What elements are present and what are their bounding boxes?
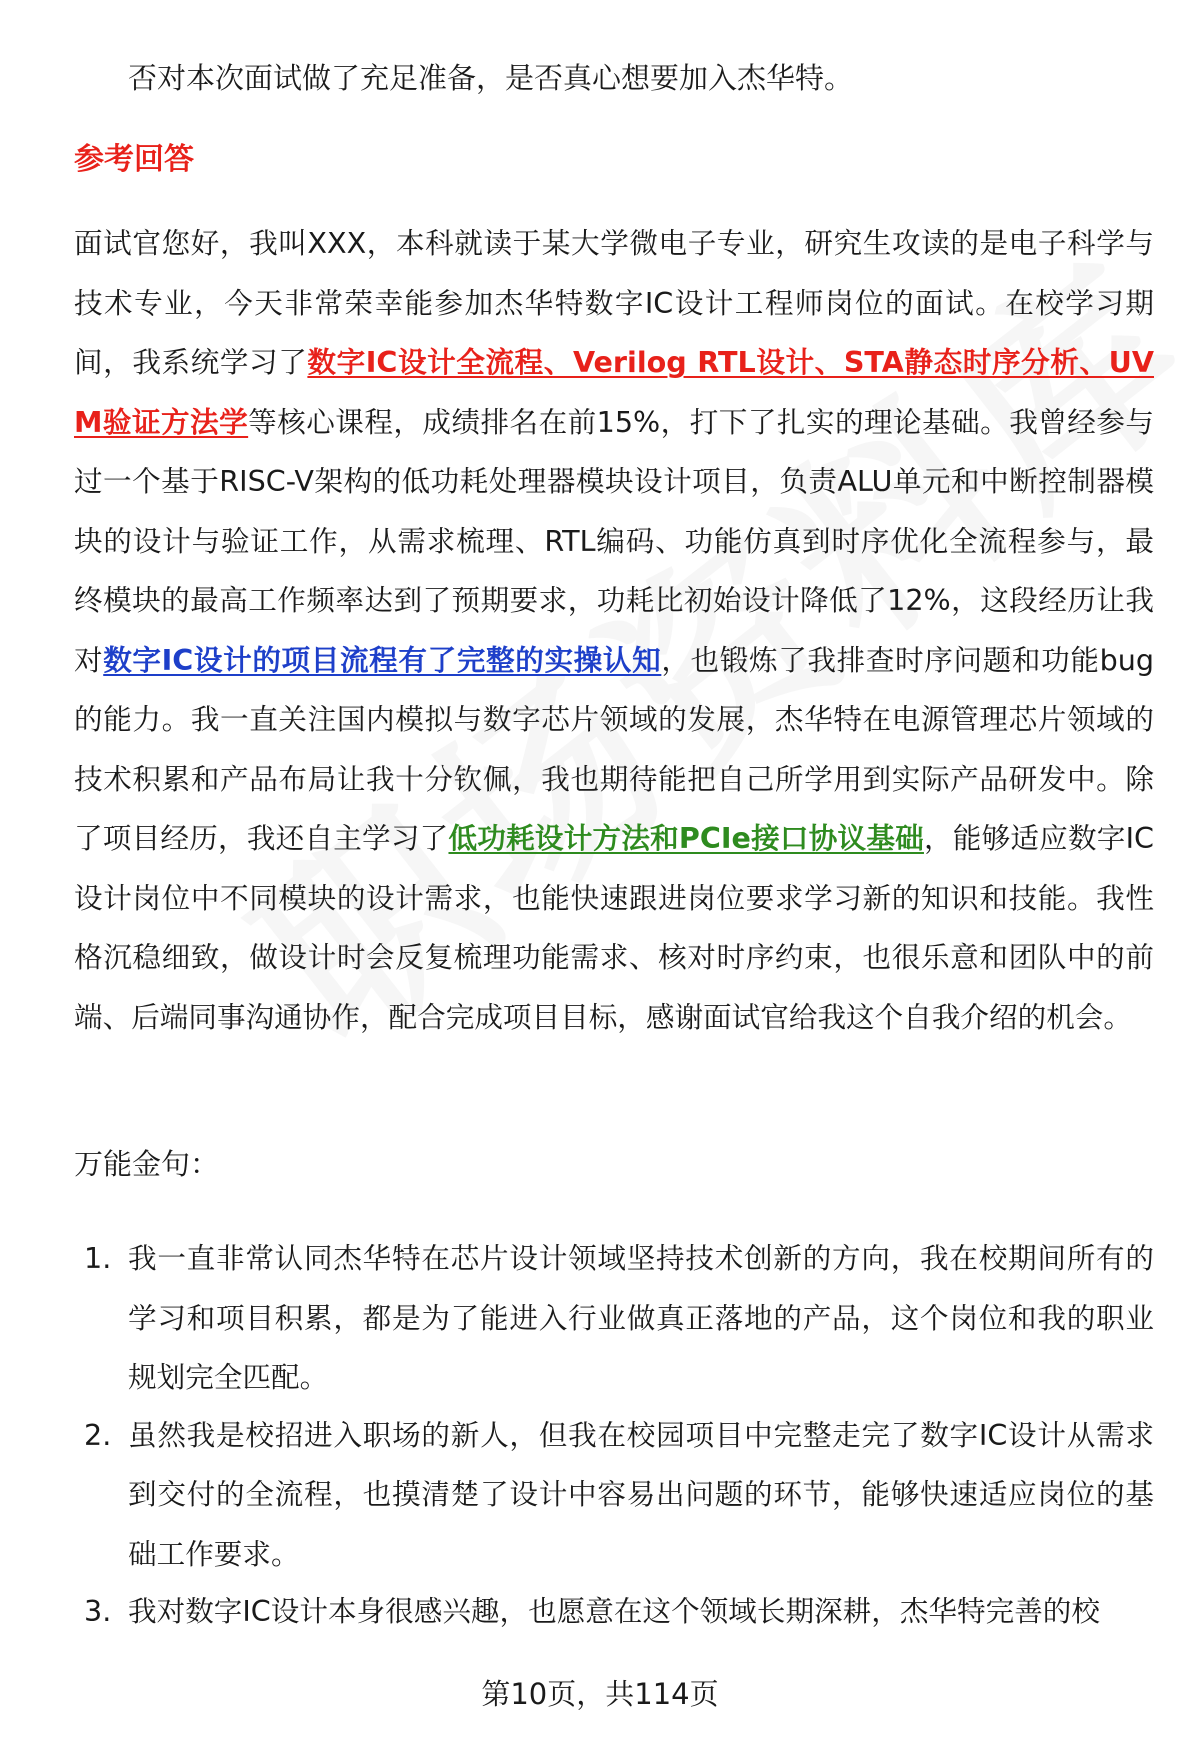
list-item-number: 3. — [84, 1594, 112, 1628]
list-item — [74, 1229, 1154, 1408]
list-item-text: 我对数字IC设计本身很感兴趣，也愿意在这个领域长期深耕，杰华特完善的校 — [128, 1594, 1100, 1628]
answer-text-3: ，也锻炼了我排查时序问题和功能bug的能力。我一直关注国内模拟与数字芯片领域的发展，杰华特在电源管理芯片领域的技术积累和产品布局让我十分钦佩，我也期待能把自己所学用到实际产品研发中。除了项目经历，我还自主学习了 — [74, 642, 1154, 855]
section-heading: 参考回答 — [74, 142, 194, 177]
highlight-self-study: 低功耗设计方法和PCIe接口协议基础 — [448, 821, 924, 855]
highlight-courses: 数字IC设计全流程、Verilog RTL设计、STA静态时序分析、UVM验证方法学 — [74, 345, 1154, 439]
answer-text-2: 等核心课程，成绩排名在前15%，打下了扎实的理论基础。我曾经参与过一个基于RISC-V架构的低功耗处理器模块设计项目，负责ALU单元和中断控制器模块的设计与验证工作，从需求梳理、RTL编码、功能仿真到时序优化全流程参与，最终模块的最高工作频率达到了预期要求，功耗比初始设计降低了12%，这段经历让我对 — [74, 404, 1154, 677]
page-footer: 第10页，共114页 — [481, 1677, 719, 1711]
list-item-number: 2. — [84, 1417, 112, 1452]
intro-continuation: 否对本次面试做了充足准备，是否真心想要加入杰华特。 — [128, 61, 854, 95]
highlight-project-flow: 数字IC设计的项目流程有了完整的实操认知 — [103, 642, 662, 677]
universal-phrases-label: 万能金句： — [74, 1147, 220, 1181]
list-item-text: 我一直非常认同杰华特在芯片设计领域坚持技术创新的方向，我在校期间所有的学习和项目积累，都是为了能进入行业做真正落地的产品，这个岗位和我的职业规划完全匹配。 — [128, 1241, 1154, 1394]
answer-text-4: ，能够适应数字IC设计岗位中不同模块的设计需求，也能快速跟进岗位要求学习新的知识和技能。我性格沉稳细致，做设计时会反复梳理功能需求、核对时序约束，也很乐意和团队中的前端、后端同事沟通协作，配合完成项目目标，感谢面试官给我这个自我介绍的机会。 — [74, 821, 1154, 1034]
reference-answer-paragraph — [74, 214, 1154, 1047]
list-item — [74, 1582, 1154, 1642]
universal-phrases-list — [74, 1229, 1154, 1642]
list-item — [74, 1406, 1154, 1585]
list-item-text: 虽然我是校招进入职场的新人，但我在校园项目中完整走完了数字IC设计从需求到交付的全流程，也摸清楚了设计中容易出问题的环节，能够快速适应岗位的基础工作要求。 — [128, 1417, 1154, 1571]
list-item-number: 1. — [84, 1241, 112, 1275]
answer-text-1: 面试官您好，我叫XXX，本科就读于某大学微电子专业，研究生攻读的是电子科学与技术专业，今天非常荣幸能参加杰华特数字IC设计工程师岗位的面试。在校学习期间，我系统学习了 — [74, 226, 1154, 379]
